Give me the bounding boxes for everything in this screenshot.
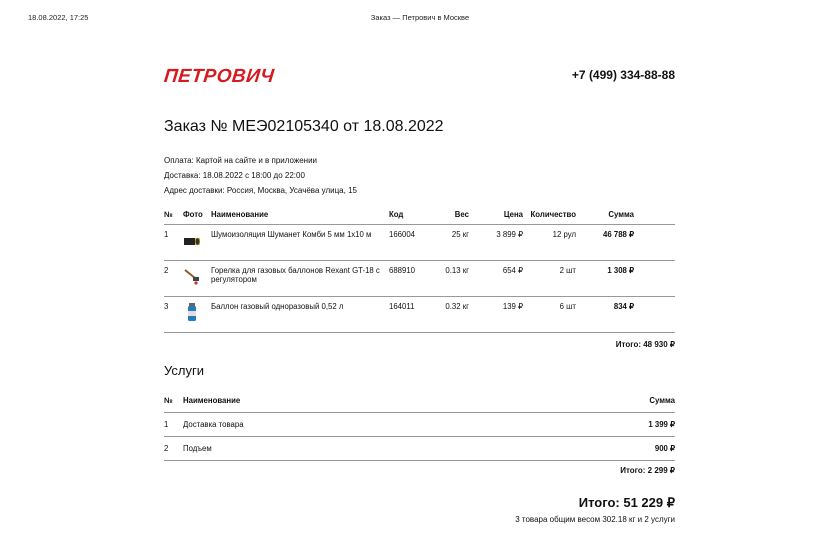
- col-price: Цена: [503, 210, 523, 219]
- row-qty: 6 шт: [523, 297, 576, 333]
- row-sum: 834 ₽: [576, 297, 634, 333]
- row-sum: 1 308 ₽: [576, 261, 634, 297]
- grand-total: Итого: 51 229 ₽: [578, 495, 675, 510]
- goods-table: [164, 210, 675, 334]
- col-qty: Количество: [530, 210, 576, 219]
- order-info: [164, 153, 357, 198]
- row-num: 3: [164, 297, 183, 333]
- row-weight: 0.13 кг: [433, 261, 469, 297]
- services-title: Услуги: [164, 363, 204, 378]
- col-num: №: [164, 396, 173, 405]
- row-price: 139 ₽: [469, 297, 523, 333]
- row-price: 3 899 ₽: [469, 225, 523, 261]
- row-num: 1: [164, 225, 183, 261]
- col-num: №: [164, 210, 173, 219]
- row-qty: 2 шт: [523, 261, 576, 297]
- row-photo: [183, 225, 211, 261]
- row-photo: [183, 261, 211, 297]
- phone-number[interactable]: +7 (499) 334-88-88: [571, 68, 675, 82]
- print-page-title: Заказ — Петрович в Москве: [370, 13, 470, 22]
- payment-method: Оплата: Картой на сайте и в приложении: [164, 156, 318, 165]
- row-sum: 900 ₽: [595, 437, 675, 461]
- services-total: Итого: 2 299 ₽: [620, 466, 675, 475]
- row-name: Доставка товара: [183, 413, 595, 437]
- row-qty: 12 рул: [523, 225, 576, 261]
- row-name: Шумоизоляция Шуманет Комби 5 мм 1x10 м: [211, 225, 389, 261]
- col-name: Наименование: [183, 396, 241, 405]
- row-sum: 46 788 ₽: [576, 225, 634, 261]
- col-name: Наименование: [211, 210, 269, 219]
- torch-icon: [183, 266, 201, 286]
- table-row: [164, 437, 675, 461]
- goods-header-row: [164, 210, 675, 225]
- services-table: [164, 396, 675, 462]
- row-name: Горелка для газовых баллонов Rexant GT-18 с регулятором: [211, 261, 389, 297]
- col-photo: Фото: [183, 210, 203, 219]
- roll-icon: [183, 230, 201, 250]
- row-weight: 25 кг: [433, 225, 469, 261]
- delivery-address: Адрес доставки: Россия, Москва, Усачёва улица, 15: [164, 186, 357, 195]
- col-code: Код: [389, 210, 404, 219]
- col-sum: Сумма: [608, 210, 634, 219]
- goods-total: Итого: 48 930 ₽: [615, 340, 675, 349]
- gas-can-icon: [183, 302, 201, 322]
- row-sum: 1 399 ₽: [595, 413, 675, 437]
- petrovich-logo: ПЕТРОВИЧ: [162, 66, 276, 87]
- print-datetime: 18.08.2022, 17:25: [28, 13, 89, 22]
- table-row: [164, 413, 675, 437]
- table-row: [164, 261, 675, 297]
- order-title: Заказ № МЕЭ02105340 от 18.08.2022: [164, 118, 444, 135]
- services-header-row: [164, 396, 675, 413]
- row-photo: [183, 297, 211, 333]
- row-num: 2: [164, 261, 183, 297]
- row-name: Баллон газовый одноразовый 0,52 л: [211, 297, 389, 333]
- row-num: 2: [164, 437, 183, 461]
- row-code: 688910: [389, 261, 433, 297]
- row-name: Подъем: [183, 437, 595, 461]
- row-code: 164011: [389, 297, 433, 333]
- row-code: 166004: [389, 225, 433, 261]
- table-row: [164, 225, 675, 261]
- row-weight: 0.32 кг: [433, 297, 469, 333]
- delivery-time: Доставка: 18.08.2022 с 18:00 до 22:00: [164, 171, 305, 180]
- table-row: [164, 297, 675, 333]
- order-summary-note: 3 товара общим весом 302.18 кг и 2 услуги: [515, 515, 675, 524]
- row-price: 654 ₽: [469, 261, 523, 297]
- col-sum: Сумма: [649, 396, 675, 405]
- row-num: 1: [164, 413, 183, 437]
- col-weight: Вес: [454, 210, 469, 219]
